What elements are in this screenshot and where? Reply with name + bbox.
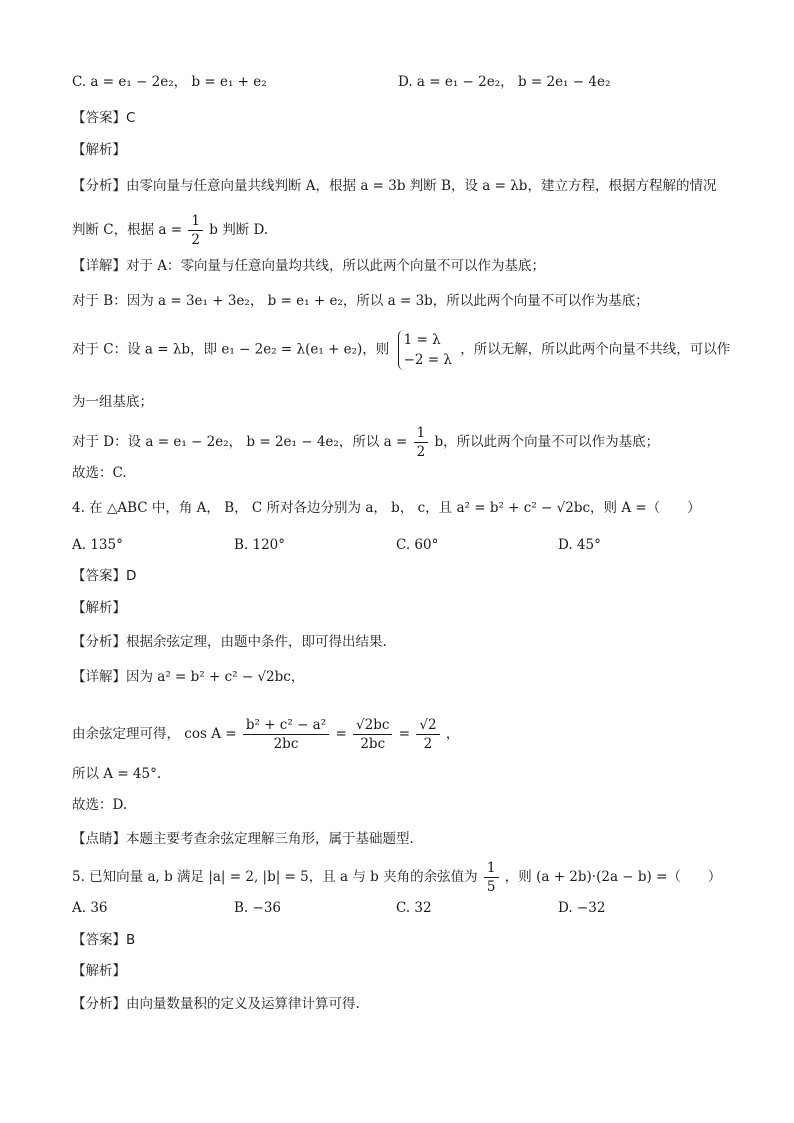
q4-analysis-heading: 【解析】 <box>72 600 126 616</box>
q4-frac1 <box>243 716 329 753</box>
q3-analysis-line2-b: b 判断 D. <box>209 222 269 238</box>
q3-detail-a: 【详解】对于 A：零向量与任意向量均共线，所以此两个向量不可以作为基底； <box>72 258 546 274</box>
q5-option-b: B. −36 <box>234 900 281 916</box>
q4-answer: 【答案】D <box>72 568 137 584</box>
q4-frac2-den: 2bc <box>360 736 386 752</box>
q3-detail-c-cont: 为一组基底； <box>72 394 153 410</box>
q5-answer: 【答案】B <box>72 932 136 948</box>
q4-detail-1: 【详解】因为 a² = b² + c² − √2bc， <box>72 669 305 685</box>
q3-sys-eq2: −2 = λ <box>403 352 452 368</box>
q5-stem-a: 5. 已知向量 a, b 满足 |a| = 2, |b| = 5，且 a 与 b 夹角的余弦值为 <box>72 869 478 885</box>
q4-frac3 <box>416 716 439 753</box>
q4-frac2-num: √2bc <box>353 716 392 735</box>
q4-frac1-num: b² + c² − a² <box>243 716 329 735</box>
q4-detail-3: 所以 A = 45°. <box>72 766 162 782</box>
q3-analysis-line2 <box>72 212 268 249</box>
q5-option-d: D. −32 <box>558 900 606 916</box>
q4-choose: 故选：D. <box>72 797 128 813</box>
q4-comment: 【点睛】本题主要考查余弦定理解三角形，属于基础题型. <box>72 831 414 847</box>
q4-option-b: B. 120° <box>234 537 286 553</box>
q5-fraction <box>484 859 499 896</box>
q4-detail-2-a: 由余弦定理可得， cos A = <box>72 726 237 742</box>
q3-detail-c <box>72 330 730 370</box>
q3-half-fraction <box>188 212 203 249</box>
q5-analysis-heading: 【解析】 <box>72 963 126 979</box>
q4-option-d: D. 45° <box>558 537 601 553</box>
q5-stem-b: ，则 (a + 2b)·(2a − b) =（ ） <box>504 869 722 885</box>
q4-frac3-num: √2 <box>416 716 439 735</box>
q3-detail-d-den: 2 <box>416 444 426 460</box>
q3-detail-b: 对于 B：因为 a = 3e₁ + 3e₂， b = e₁ + e₂，所以 a = 3b，所以此两个向量不可以作为基底； <box>72 293 649 309</box>
q5-frac-den: 5 <box>486 879 496 895</box>
q5-frac-num: 1 <box>484 859 499 878</box>
q4-option-a: A. 135° <box>72 537 123 553</box>
q4-option-c: C. 60° <box>396 537 439 553</box>
q3-detail-d <box>72 424 659 461</box>
q3-detail-d-fraction <box>414 424 429 461</box>
q3-option-c: C. a = e₁ − 2e₂， b = e₁ + e₂ <box>72 74 267 90</box>
q3-analysis-line2-a: 判断 C，根据 a = <box>72 222 183 238</box>
q3-half-num: 1 <box>188 212 203 231</box>
q4-detail-2-b: ， <box>445 726 460 742</box>
q3-detail-d-b: b，所以此两个向量不可以作为基底； <box>434 434 660 450</box>
q5-stem <box>72 859 721 896</box>
q4-analysis: 【分析】根据余弦定理，由题中条件，即可得出结果. <box>72 634 387 650</box>
q4-frac2 <box>353 716 392 753</box>
q3-detail-d-a: 对于 D：设 a = e₁ − 2e₂， b = 2e₁ − 4e₂，所以 a = <box>72 434 408 450</box>
q3-sys-eq1: 1 = λ <box>403 332 441 348</box>
q4-frac3-den: 2 <box>423 736 433 752</box>
q3-analysis-line1: 【分析】由零向量与任意向量共线判断 A，根据 a = 3b 判断 B，设 a = λb，建立方程，根据方程解的情况 <box>72 178 717 194</box>
q3-option-d: D. a = e₁ − 2e₂， b = 2e₁ − 4e₂ <box>398 74 611 90</box>
q3-detail-c-a: 对于 C：设 a = λb，即 e₁ − 2e₂ = λ(e₁ + e₂)，则 <box>72 341 390 358</box>
q4-stem: 4. 在 △ABC 中，角 A， B， C 所对各边分别为 a， b， c，且 a² = b² + c² − √2bc，则 A =（ ） <box>72 500 701 516</box>
q5-option-c: C. 32 <box>396 900 432 916</box>
q4-eq-1: = <box>335 726 347 742</box>
q4-eq-2: = <box>398 726 411 742</box>
q3-detail-d-num: 1 <box>414 424 429 443</box>
q3-analysis-heading: 【解析】 <box>72 142 126 158</box>
q3-equation-system <box>398 330 452 370</box>
q5-option-a: A. 36 <box>72 900 108 916</box>
q3-answer: 【答案】C <box>72 110 136 126</box>
q4-detail-2 <box>72 716 459 753</box>
q3-choose: 故选：C. <box>72 465 127 481</box>
q5-analysis: 【分析】由向量数量积的定义及运算律计算可得. <box>72 996 360 1012</box>
q3-detail-c-b: ，所以无解，所以此两个向量不共线，可以作 <box>460 341 731 358</box>
q4-frac1-den: 2bc <box>273 736 299 752</box>
q3-half-den: 2 <box>191 232 200 248</box>
